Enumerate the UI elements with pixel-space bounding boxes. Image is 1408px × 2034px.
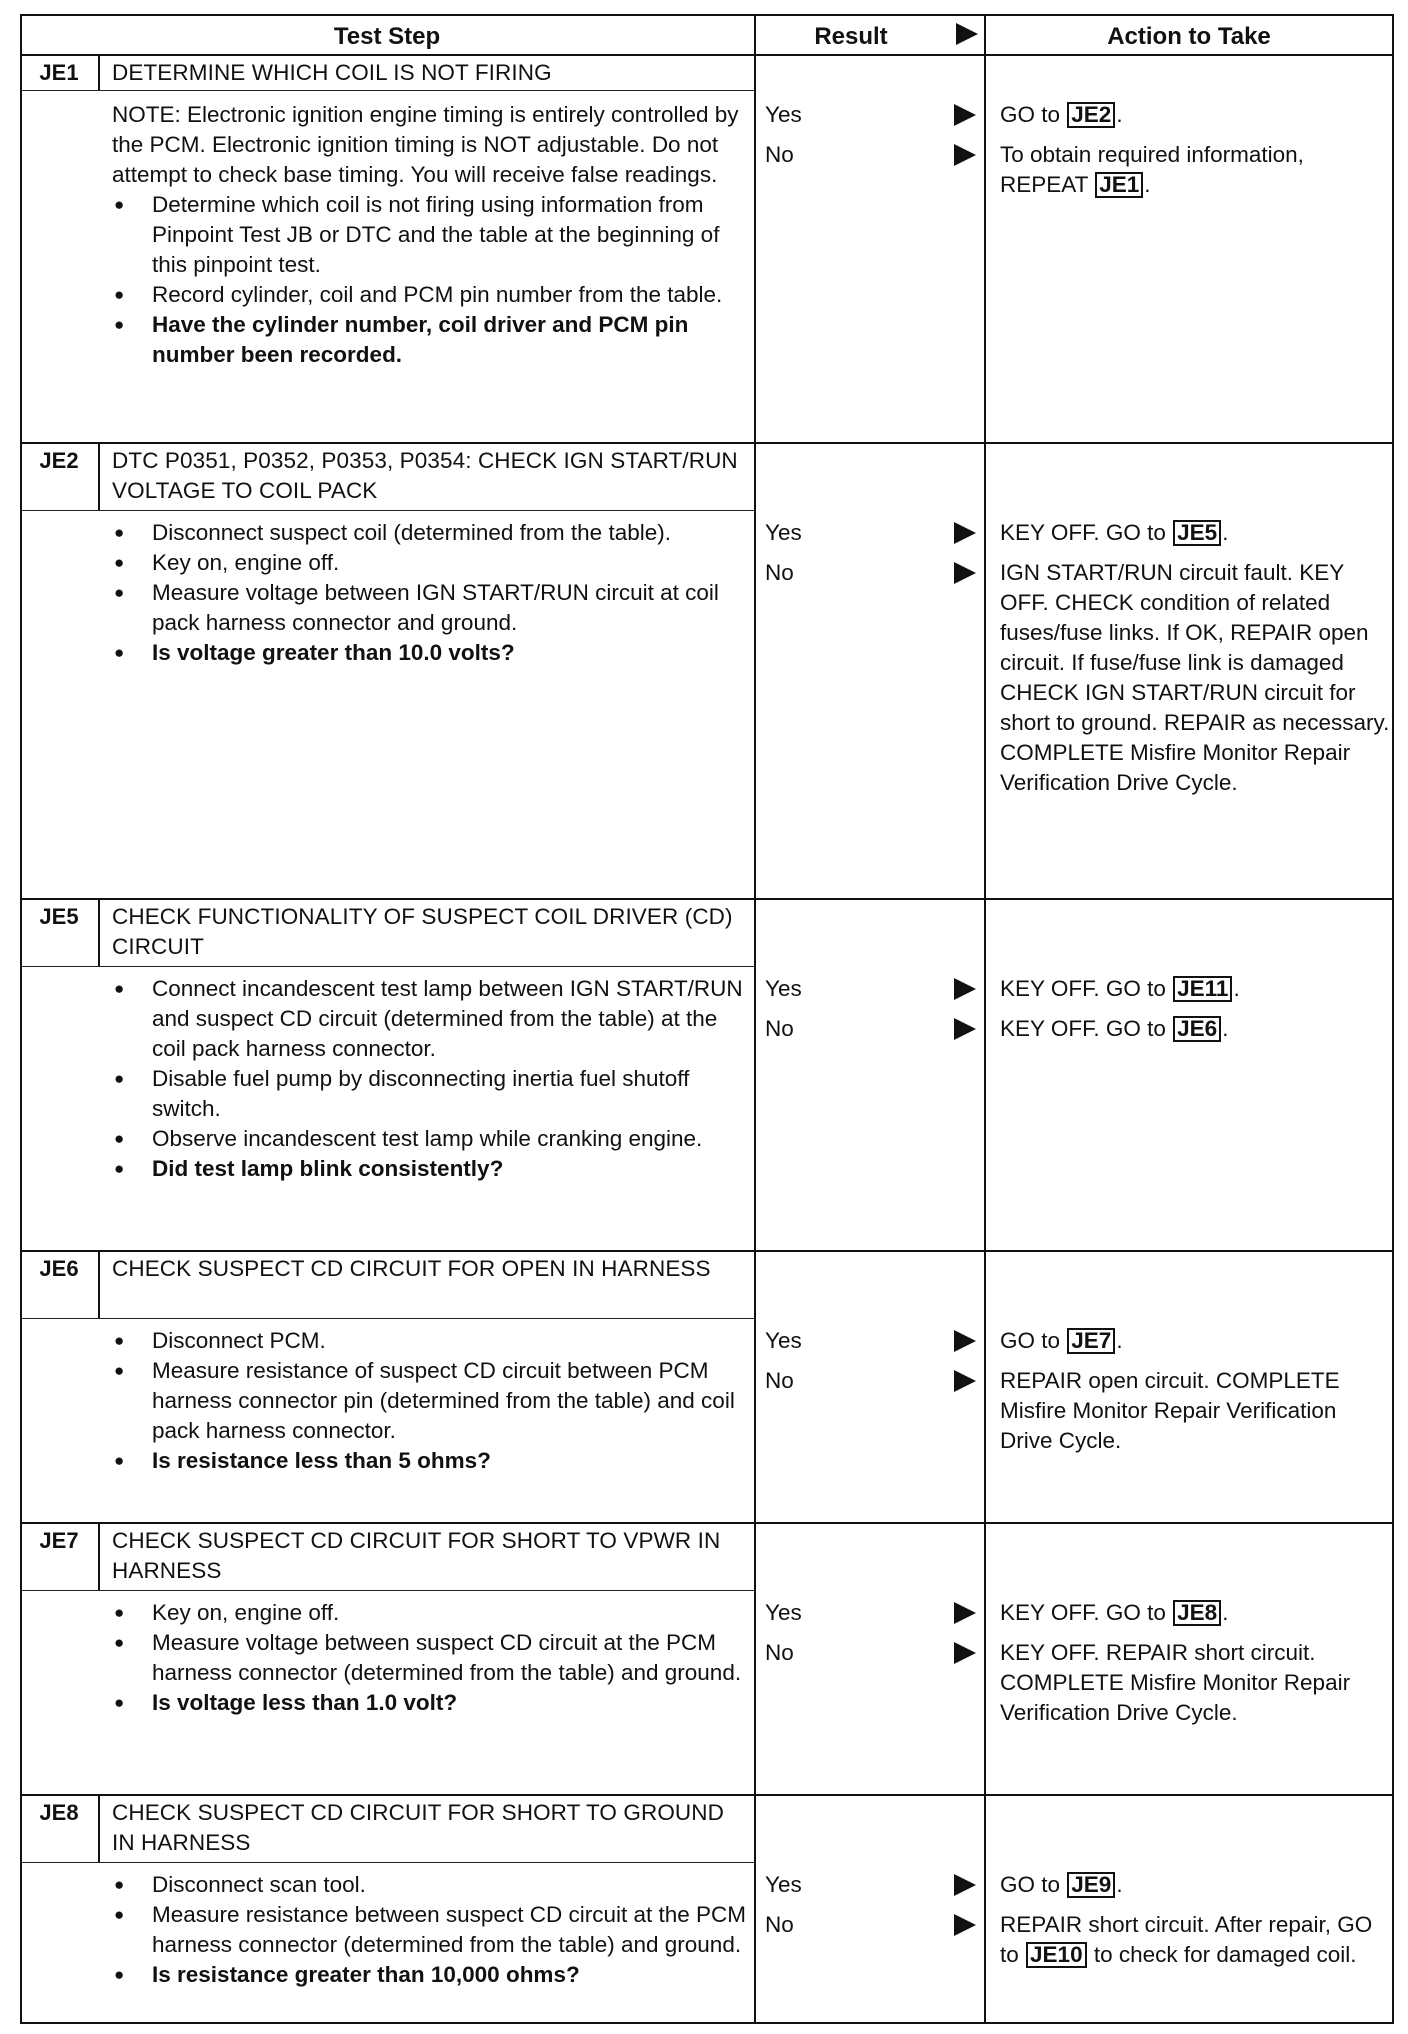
- step-bullet: ● Measure voltage between suspect CD circuit at the PCM harness connector (determined from the table) and ground.: [112, 1628, 752, 1688]
- result-arrow-icon: [954, 104, 976, 126]
- step-bullet: ● Disconnect scan tool.: [112, 1870, 752, 1900]
- action-no: KEY OFF. GO to JE6 .: [1000, 1016, 1229, 1041]
- row-divider: [20, 1250, 1394, 1252]
- action-no: KEY OFF. REPAIR short circuit. COMPLETE Misfire Monitor Repair Verification Drive Cycle.: [1000, 1640, 1351, 1725]
- step-question: ● Have the cylinder number, coil driver and PCM pin number been recorded.: [112, 310, 752, 370]
- step-title: CHECK SUSPECT CD CIRCUIT FOR SHORT TO VPWR IN HARNESS: [112, 1528, 721, 1583]
- action-yes: KEY OFF. GO to JE11 .: [1000, 976, 1240, 1001]
- result-no: No: [765, 1640, 794, 1665]
- step-title-divider: [20, 1318, 754, 1319]
- result-yes: Yes: [765, 1328, 802, 1353]
- step-reference-link[interactable]: JE9: [1067, 1872, 1115, 1898]
- step-id: JE5: [39, 904, 79, 929]
- result-arrow-icon: [954, 1370, 976, 1392]
- step-body: [112, 974, 752, 1184]
- step-bullet: ● Determine which coil is not firing using information from Pinpoint Test JB or DTC and the table at the beginning of this pinpoint test.: [112, 190, 752, 280]
- row-divider: [20, 1522, 1394, 1524]
- column-divider-result: [754, 14, 756, 2024]
- action-no: REPAIR short circuit. After repair, GO to JE10 to check for damaged coil.: [1000, 1912, 1373, 1967]
- result-yes: Yes: [765, 1600, 802, 1625]
- step-bullet: ● Key on, engine off.: [112, 1598, 752, 1628]
- step-body: [112, 518, 752, 668]
- step-id-divider: [98, 442, 100, 510]
- step-id: JE1: [39, 60, 79, 85]
- step-reference-link[interactable]: JE2: [1067, 102, 1115, 128]
- action-yes: KEY OFF. GO to JE8 .: [1000, 1600, 1229, 1625]
- row-divider: [20, 898, 1394, 900]
- table-border-top: [20, 14, 1394, 16]
- step-title: CHECK SUSPECT CD CIRCUIT FOR SHORT TO GROUND IN HARNESS: [112, 1800, 724, 1855]
- step-id-divider: [98, 1794, 100, 1862]
- step-question: ● Did test lamp blink consistently?: [112, 1154, 752, 1184]
- step-title-divider: [20, 1590, 754, 1591]
- step-reference-link[interactable]: JE1: [1095, 172, 1143, 198]
- result-arrow-icon: [954, 1914, 976, 1936]
- action-yes: GO to JE7 .: [1000, 1328, 1123, 1353]
- action-no: IGN START/RUN circuit fault. KEY OFF. CHECK condition of related fuses/fuse links. If OK, REPAIR open circuit. If fuse/fuse link is damaged CHECK IGN START/RUN circuit for short to ground. REPAIR as necessary. COMPLETE Misfire Monitor Repair Verification Drive Cycle.: [1000, 560, 1390, 795]
- result-no: No: [765, 142, 794, 167]
- result-no: No: [765, 1368, 794, 1393]
- step-id-divider: [98, 898, 100, 966]
- row-divider: [20, 442, 1394, 444]
- step-bullet: ● Observe incandescent test lamp while cranking engine.: [112, 1124, 752, 1154]
- header-action: Action to Take: [1107, 23, 1271, 50]
- step-note: NOTE: Electronic ignition engine timing is entirely controlled by the PCM. Electronic ignition timing is NOT adjustable. Do not attempt to check base timing. You will receive false readings.: [112, 102, 739, 187]
- step-id: JE6: [39, 1256, 79, 1281]
- step-question: ● Is resistance greater than 10,000 ohms?: [112, 1960, 752, 1990]
- step-bullet: ● Disable fuel pump by disconnecting inertia fuel shutoff switch.: [112, 1064, 752, 1124]
- step-id: JE2: [39, 448, 79, 473]
- step-body: [112, 1870, 752, 1990]
- step-bullet: ● Measure voltage between IGN START/RUN circuit at coil pack harness connector and ground.: [112, 578, 752, 638]
- step-id: JE8: [39, 1800, 79, 1825]
- step-reference-link[interactable]: JE11: [1173, 976, 1232, 1002]
- result-arrow-icon: [954, 1642, 976, 1664]
- step-question: ● Is resistance less than 5 ohms?: [112, 1446, 752, 1476]
- step-title: DETERMINE WHICH COIL IS NOT FIRING: [112, 60, 552, 85]
- step-title-divider: [20, 1862, 754, 1863]
- table-border-bottom: [20, 2022, 1394, 2024]
- step-reference-link[interactable]: JE6: [1173, 1016, 1221, 1042]
- step-bullet: ● Disconnect suspect coil (determined from the table).: [112, 518, 752, 548]
- step-title-divider: [20, 966, 754, 967]
- result-arrow-icon: [954, 978, 976, 1000]
- result-arrow-icon: [954, 144, 976, 166]
- step-bullet: ● Measure resistance of suspect CD circuit between PCM harness connector pin (determined from the table) and coil pack harness connector.: [112, 1356, 752, 1446]
- result-yes: Yes: [765, 976, 802, 1001]
- step-bullet: ● Measure resistance between suspect CD circuit at the PCM harness connector (determined from the table) and ground.: [112, 1900, 752, 1960]
- result-arrow-icon: [954, 562, 976, 584]
- result-yes: Yes: [765, 520, 802, 545]
- table-border-left: [20, 14, 22, 2024]
- action-yes: GO to JE9 .: [1000, 1872, 1123, 1897]
- diagnostic-table: [20, 14, 1394, 2024]
- result-no: No: [765, 1912, 794, 1937]
- step-reference-link[interactable]: JE7: [1067, 1328, 1115, 1354]
- step-bullet: ● Record cylinder, coil and PCM pin number from the table.: [112, 280, 752, 310]
- step-question: ● Is voltage less than 1.0 volt?: [112, 1688, 752, 1718]
- header-arrow-icon: [956, 23, 978, 45]
- step-id-divider: [98, 54, 100, 90]
- step-body: [112, 1326, 752, 1476]
- action-yes: KEY OFF. GO to JE5 .: [1000, 520, 1229, 545]
- step-body: [112, 1598, 752, 1718]
- result-arrow-icon: [954, 522, 976, 544]
- result-yes: Yes: [765, 1872, 802, 1897]
- step-bullet: ● Disconnect PCM.: [112, 1326, 752, 1356]
- step-title: DTC P0351, P0352, P0353, P0354: CHECK IGN START/RUN VOLTAGE TO COIL PACK: [112, 448, 738, 503]
- step-id-divider: [98, 1522, 100, 1590]
- step-id: JE7: [39, 1528, 79, 1553]
- step-bullet: ● Key on, engine off.: [112, 548, 752, 578]
- row-divider: [20, 1794, 1394, 1796]
- result-arrow-icon: [954, 1602, 976, 1624]
- step-body: [112, 100, 752, 370]
- result-no: No: [765, 560, 794, 585]
- column-divider-action: [984, 14, 986, 2024]
- action-yes: GO to JE2 .: [1000, 102, 1123, 127]
- result-arrow-icon: [954, 1018, 976, 1040]
- result-yes: Yes: [765, 102, 802, 127]
- step-title: CHECK SUSPECT CD CIRCUIT FOR OPEN IN HARNESS: [112, 1256, 711, 1281]
- step-question: ● Is voltage greater than 10.0 volts?: [112, 638, 752, 668]
- step-reference-link[interactable]: JE5: [1173, 520, 1221, 546]
- table-border-right: [1392, 14, 1394, 2024]
- step-title-divider: [20, 90, 754, 91]
- header-test-step: Test Step: [333, 23, 441, 50]
- step-bullet: ● Connect incandescent test lamp between IGN START/RUN and suspect CD circuit (determined from the table) at the coil pack harness connector.: [112, 974, 752, 1064]
- result-arrow-icon: [954, 1330, 976, 1352]
- step-title: CHECK FUNCTIONALITY OF SUSPECT COIL DRIVER (CD) CIRCUIT: [112, 904, 733, 959]
- action-no: To obtain required information, REPEAT JE1 .: [1000, 142, 1304, 197]
- result-no: No: [765, 1016, 794, 1041]
- step-id-divider: [98, 1250, 100, 1318]
- header-result: Result: [814, 23, 888, 50]
- result-arrow-icon: [954, 1874, 976, 1896]
- step-title-divider: [20, 510, 754, 511]
- step-reference-link[interactable]: JE8: [1173, 1600, 1221, 1626]
- action-no: REPAIR open circuit. COMPLETE Misfire Monitor Repair Verification Drive Cycle.: [1000, 1368, 1340, 1453]
- step-reference-link[interactable]: JE10: [1026, 1942, 1087, 1968]
